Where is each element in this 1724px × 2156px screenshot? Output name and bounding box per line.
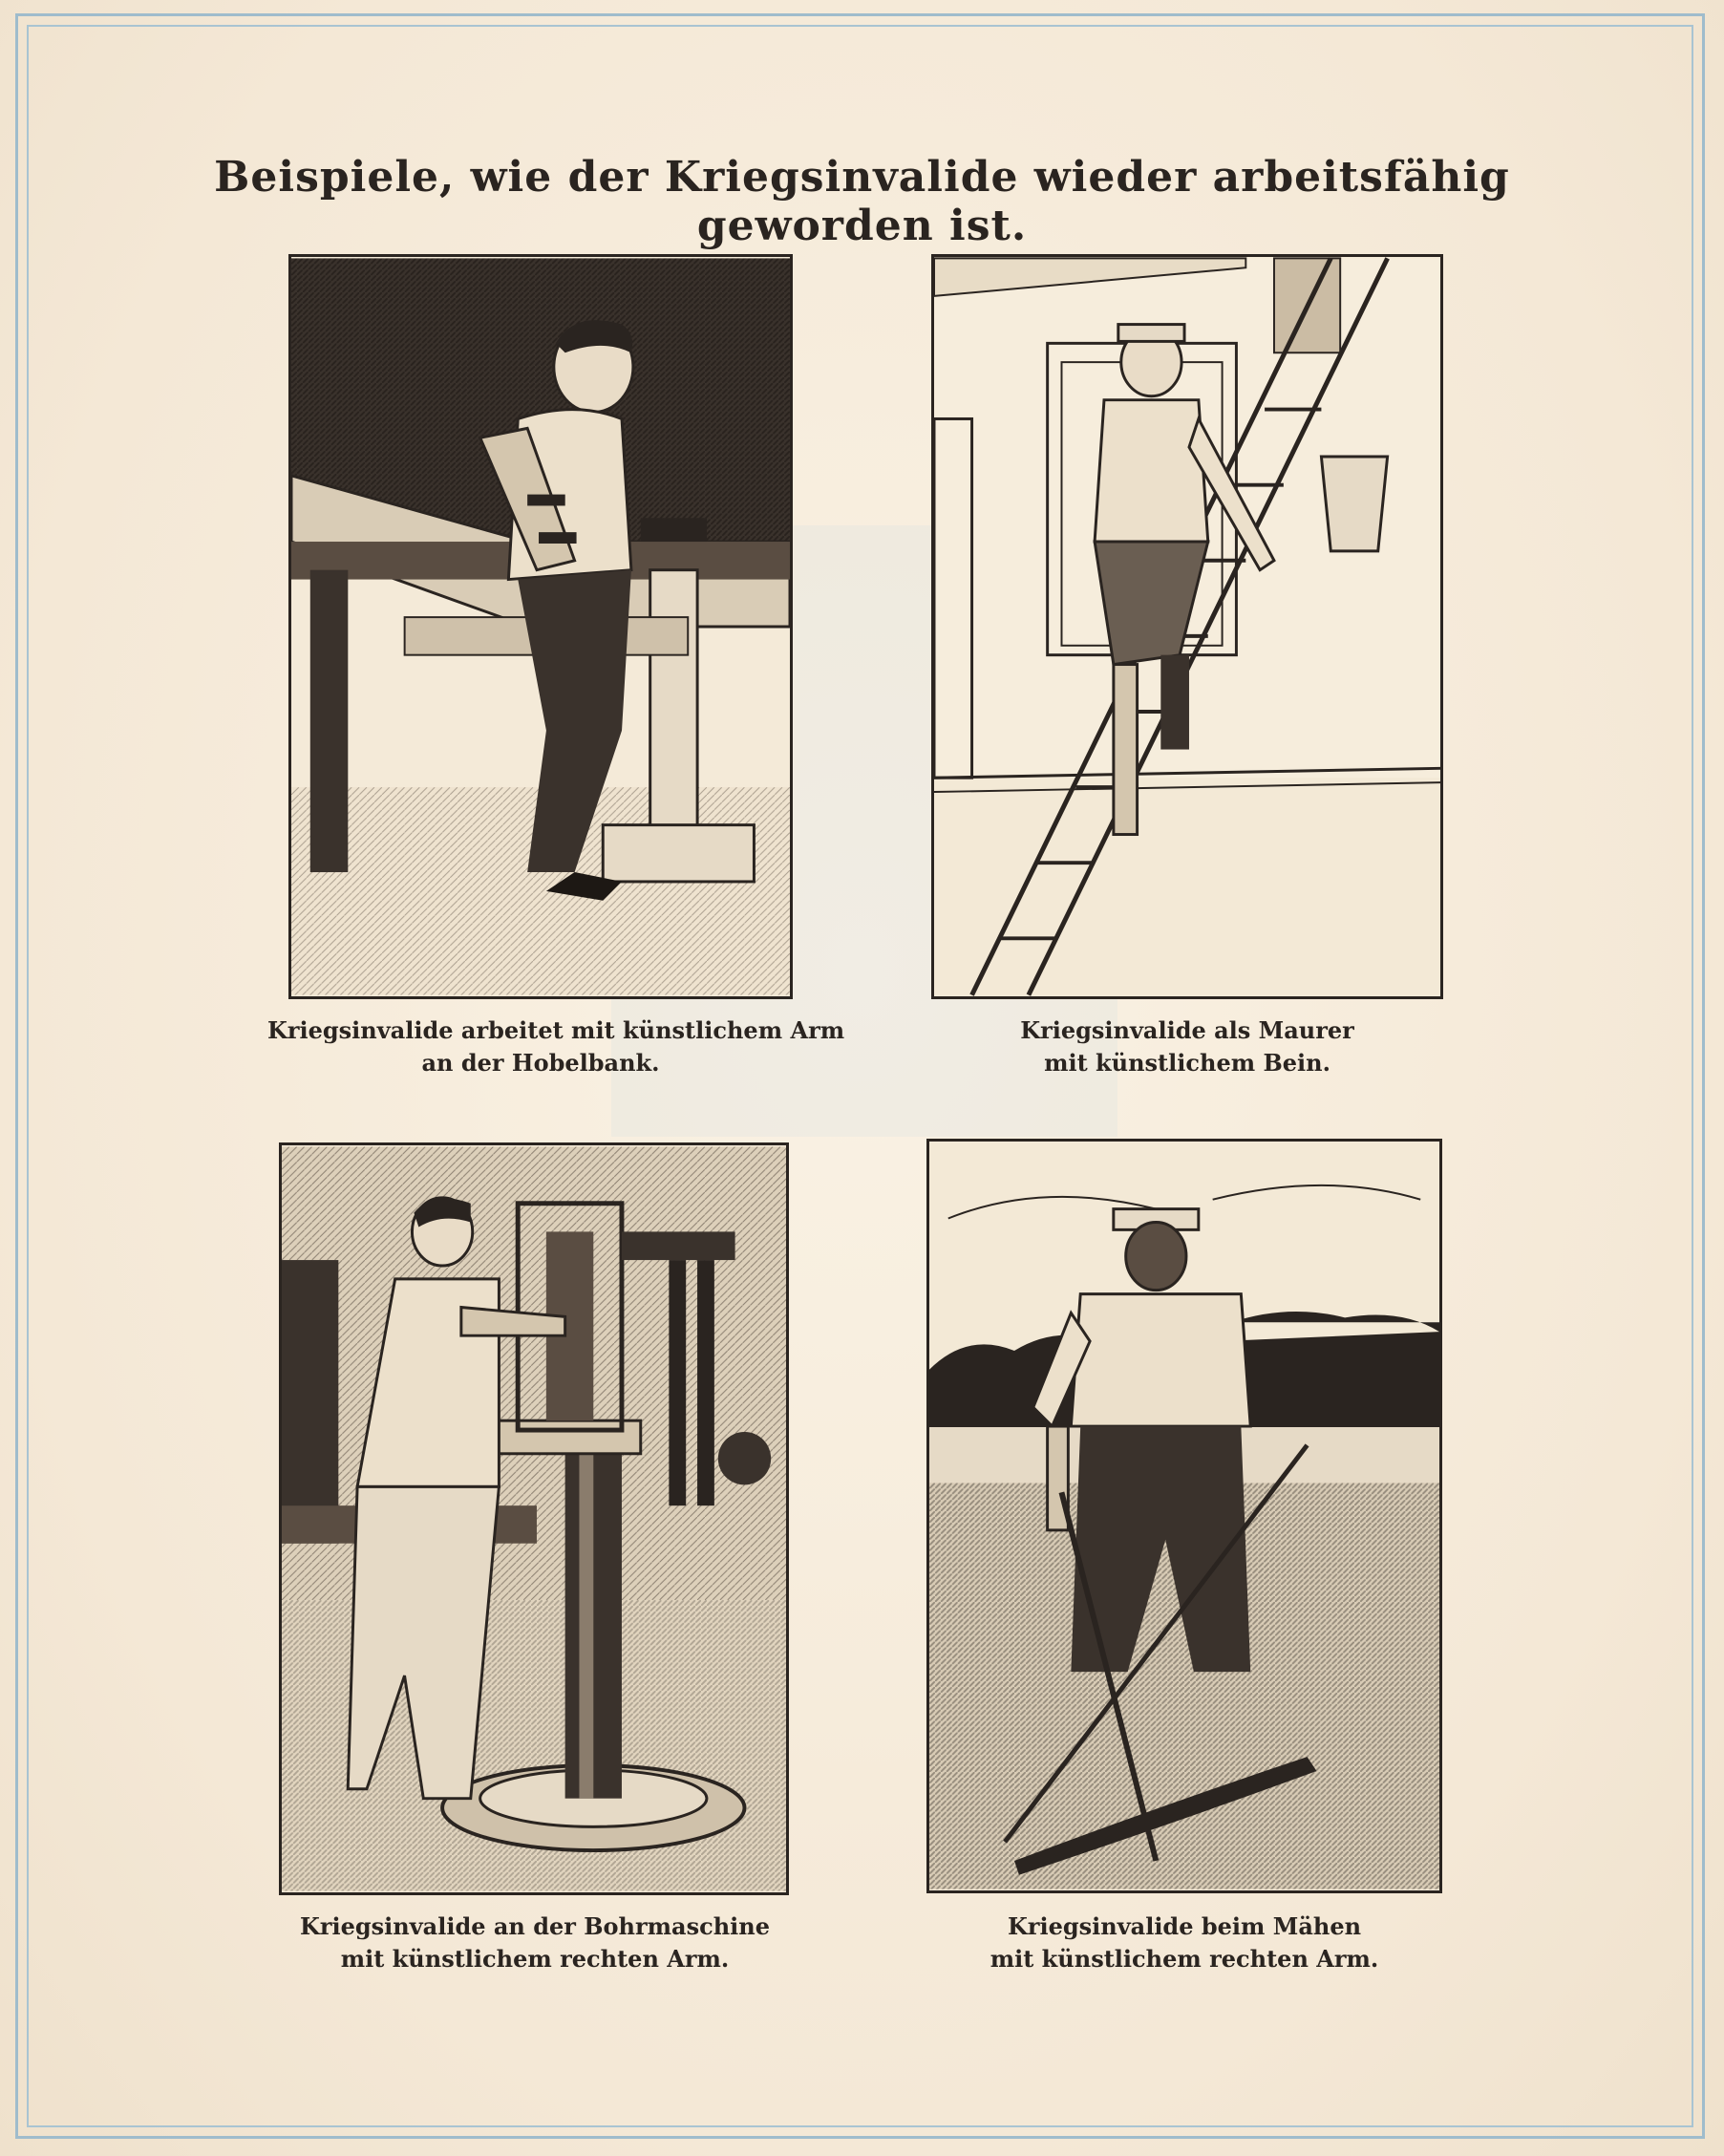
caption-line: Kriegsinvalide arbeitet mit künstlichem Arm xyxy=(267,1016,845,1044)
caption-line: Kriegsinvalide beim Mähen xyxy=(1007,1912,1362,1940)
caption-line: mit künstlichem rechten Arm. xyxy=(340,1945,730,1973)
caption-mowing xyxy=(936,1911,1433,1975)
illustration-mowing xyxy=(926,1139,1442,1893)
illustration-carpenter xyxy=(288,254,793,999)
caption-drilling xyxy=(277,1911,793,1975)
carpenter-illustration-graphic xyxy=(291,257,790,996)
mason-illustration-graphic xyxy=(934,257,1440,996)
caption-line: Kriegsinvalide an der Bohrmaschine xyxy=(299,1912,771,1940)
caption-line: mit künstlichem rechten Arm. xyxy=(990,1945,1379,1973)
illustration-drilling xyxy=(279,1142,789,1895)
mowing-illustration-graphic xyxy=(929,1142,1439,1890)
caption-mason xyxy=(955,1014,1419,1079)
caption-line: Kriegsinvalide als Maurer xyxy=(1020,1016,1354,1044)
drilling-illustration-graphic xyxy=(282,1145,786,1892)
caption-carpenter xyxy=(267,1014,845,1079)
illustration-mason xyxy=(931,254,1443,999)
caption-line: an der Hobelbank. xyxy=(421,1049,660,1077)
page-title: Beispiele, wie der Kriegsinvalide wieder arbeitsfähig geworden ist. xyxy=(214,153,1510,250)
caption-line: mit künstlichem Bein. xyxy=(1044,1049,1330,1077)
